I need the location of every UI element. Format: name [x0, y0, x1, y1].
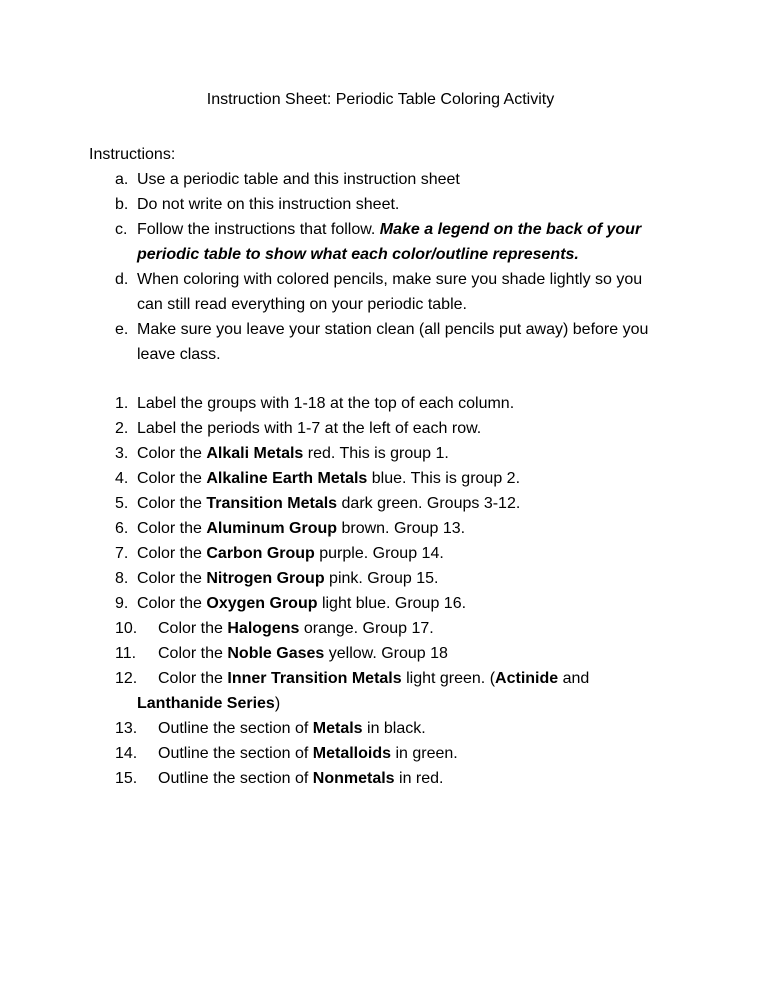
list-marker: 8. — [115, 570, 129, 587]
list-item — [115, 591, 672, 616]
text-run: When coloring with colored pencils, make sure you shade lightly so you can still read everything on your periodic table. — [137, 271, 643, 313]
text-run: Follow the instructions that follow. — [137, 221, 380, 238]
text-run: red. This is group 1. — [303, 445, 449, 462]
page-title: Instruction Sheet: Periodic Table Coloring Activity — [206, 91, 555, 108]
lettered-list — [115, 167, 672, 367]
text-run: Color the — [158, 620, 228, 637]
text-run: Color the — [137, 595, 207, 612]
numbered-list — [115, 391, 672, 791]
text-run: Lanthanide Series — [137, 695, 275, 712]
text-run: Color the — [137, 445, 207, 462]
text-run: Make a legend on the back of your periodic table to show what each color/outline represents. — [137, 221, 642, 263]
text-run: Outline the section of — [158, 720, 313, 737]
list-marker: 7. — [115, 545, 129, 562]
text-run: Color the — [158, 645, 228, 662]
text-run: blue. This is group 2. — [367, 470, 521, 487]
text-run: Label the periods with 1-7 at the left of each row. — [137, 420, 482, 437]
text-run: Metals — [312, 720, 363, 737]
list-marker: 14. — [115, 745, 138, 762]
list-item — [115, 317, 672, 367]
list-item — [115, 741, 672, 766]
text-run: Color the — [137, 495, 207, 512]
list-marker: 13. — [115, 720, 138, 737]
text-run: Halogens — [227, 620, 300, 637]
list-item — [115, 491, 672, 516]
text-run: Inner Transition Metals — [227, 670, 402, 687]
list-marker: 12. — [115, 670, 138, 687]
list-item — [115, 641, 672, 666]
list-marker: b. — [115, 196, 129, 213]
list-item — [115, 217, 672, 267]
text-run: Actinide — [495, 670, 559, 687]
text-run: Label the groups with 1-18 at the top of each column. — [137, 395, 515, 412]
text-run: Alkali Metals — [206, 445, 304, 462]
list-marker: 1. — [115, 395, 129, 412]
text-run: Color the — [137, 470, 207, 487]
list-marker: 5. — [115, 495, 129, 512]
list-marker: 4. — [115, 470, 129, 487]
text-run: Nitrogen Group — [206, 570, 325, 587]
list-marker: d. — [115, 271, 129, 288]
text-run: Color the — [137, 520, 207, 537]
list-item — [115, 267, 672, 317]
text-run: dark green. Groups 3-12. — [337, 495, 521, 512]
list-item — [115, 416, 672, 441]
list-item — [115, 192, 672, 217]
list-item — [115, 516, 672, 541]
text-run: Color the — [137, 570, 207, 587]
list-item — [115, 766, 672, 791]
list-marker: e. — [115, 321, 129, 338]
text-run: Alkaline Earth Metals — [206, 470, 368, 487]
text-run: Color the — [158, 670, 228, 687]
list-item — [115, 167, 672, 192]
text-run: brown. Group 13. — [337, 520, 466, 537]
text-run: Outline the section of — [158, 770, 313, 787]
list-marker: 15. — [115, 770, 138, 787]
text-run: Oxygen Group — [206, 595, 318, 612]
list-item — [115, 391, 672, 416]
list-item — [115, 466, 672, 491]
text-run: Do not write on this instruction sheet. — [137, 196, 400, 213]
list-item — [115, 566, 672, 591]
list-item — [115, 616, 672, 641]
list-marker: 3. — [115, 445, 129, 462]
text-run: and — [558, 670, 590, 687]
text-run: Use a periodic table and this instruction sheet — [137, 171, 460, 188]
list-marker: 11. — [115, 645, 137, 662]
list-item — [115, 541, 672, 566]
list-marker: c. — [115, 221, 128, 238]
list-item — [115, 716, 672, 741]
text-run: in black. — [362, 720, 426, 737]
text-run: in red. — [394, 770, 444, 787]
text-run: purple. Group 14. — [314, 545, 444, 562]
text-run: light green. ( — [401, 670, 496, 687]
list-marker: 2. — [115, 420, 129, 437]
text-run: Aluminum Group — [206, 520, 338, 537]
list-marker: 10. — [115, 620, 138, 637]
list-item — [115, 441, 672, 466]
list-marker: 6. — [115, 520, 129, 537]
list-marker: a. — [115, 171, 129, 188]
text-run: Color the — [137, 545, 207, 562]
text-run: in green. — [391, 745, 458, 762]
text-run: ) — [274, 695, 281, 712]
text-run: Metalloids — [312, 745, 391, 762]
text-run: pink. Group 15. — [324, 570, 439, 587]
instructions-heading: Instructions: — [89, 146, 176, 163]
list-item — [115, 666, 672, 716]
text-run: orange. Group 17. — [299, 620, 434, 637]
text-run: Noble Gases — [227, 645, 325, 662]
text-run: Nonmetals — [312, 770, 395, 787]
text-run: Make sure you leave your station clean (all pencils put away) before you leave class. — [137, 321, 649, 363]
list-marker: 9. — [115, 595, 129, 612]
text-run: Outline the section of — [158, 745, 313, 762]
text-run: Transition Metals — [206, 495, 338, 512]
text-run: light blue. Group 16. — [317, 595, 467, 612]
text-run: Carbon Group — [206, 545, 315, 562]
text-run: yellow. Group 18 — [324, 645, 448, 662]
